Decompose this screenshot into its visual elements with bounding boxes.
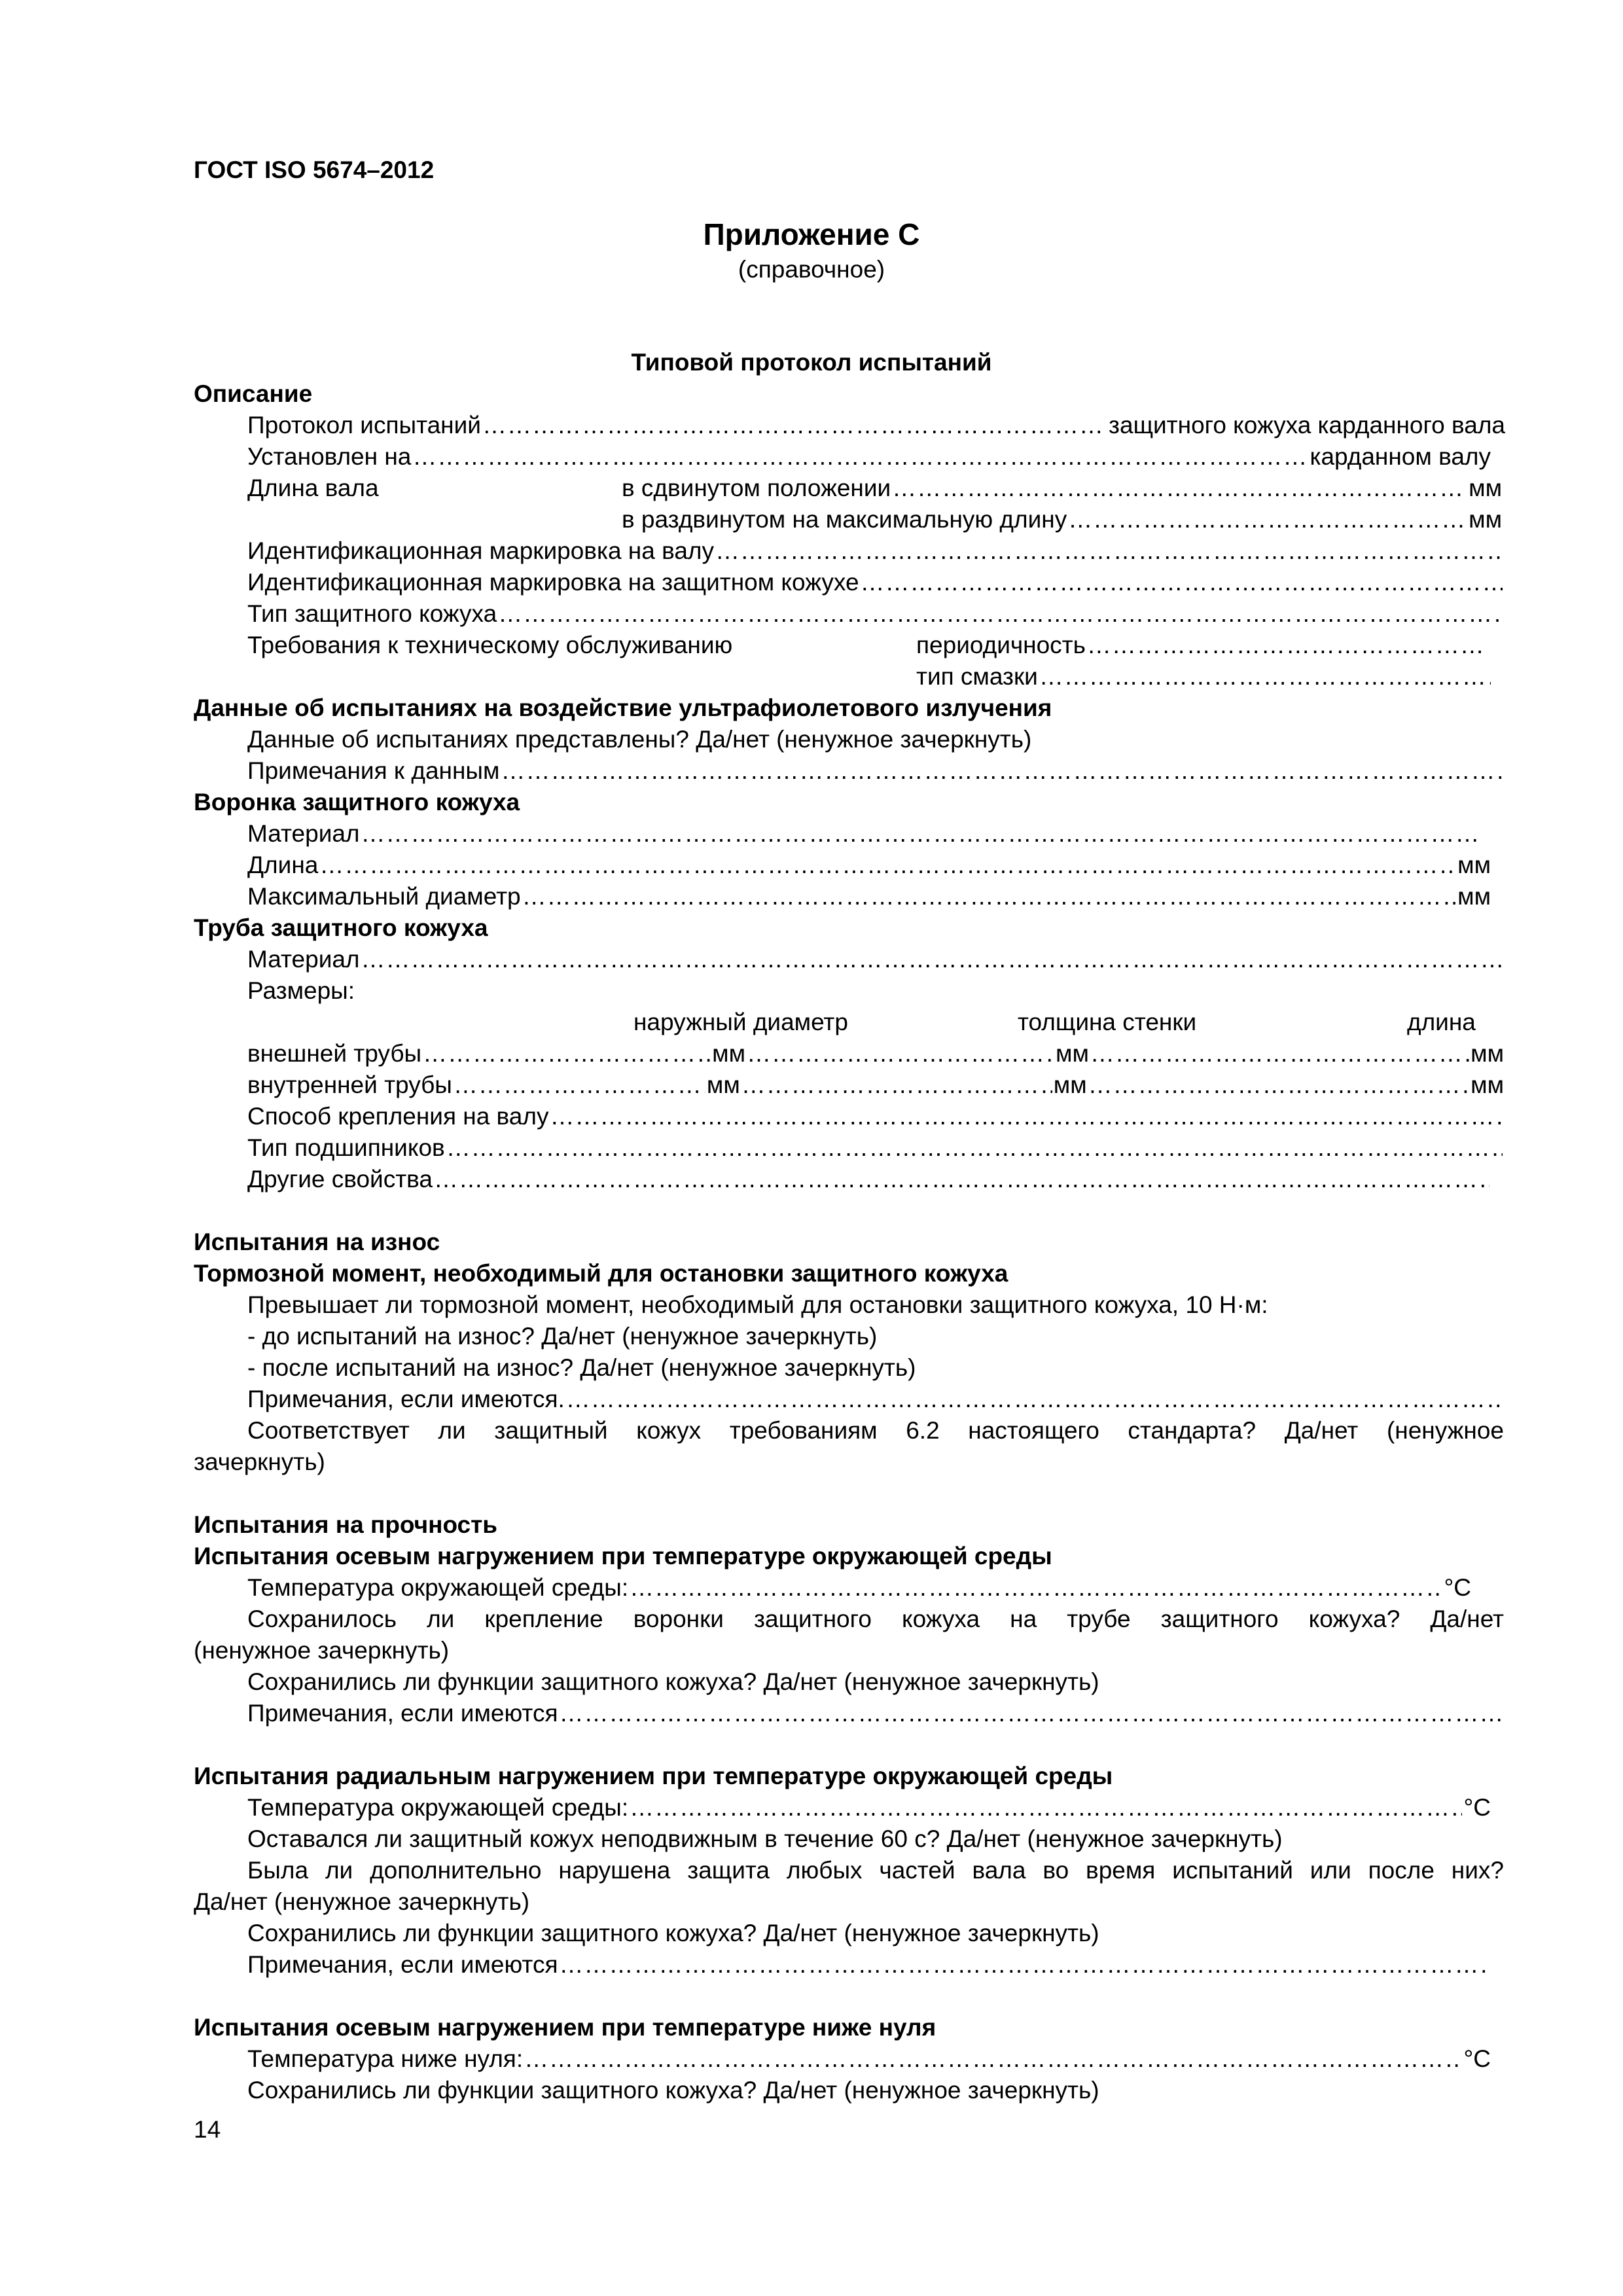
- axial-subzero-functions-q: Сохранились ли функции защитного кожуха? Да/нет (ненужное зачеркнуть): [247, 2077, 1099, 2104]
- fixing-blank[interactable]: [550, 1102, 1503, 1131]
- shaft-collapsed-unit: мм: [1469, 475, 1502, 501]
- shaft-extended-label: в раздвинутом на максимальную длину: [622, 506, 1067, 533]
- radial-ambient-temp-field: [247, 1793, 1491, 1822]
- shaft-extended-field: [622, 505, 1502, 534]
- cone-material-blank[interactable]: [361, 819, 1483, 848]
- protocol-blank[interactable]: [482, 411, 1107, 440]
- shaft-extended-unit: мм: [1469, 506, 1502, 533]
- outer-tube-diameter-unit: мм: [712, 1040, 745, 1067]
- axial-ambient-fixing-q1: Сохранилось ли крепление воронки защитного кожуха на трубе защитного кожуха? Да/нет: [247, 1605, 1504, 1632]
- shaft-collapsed-label: в сдвинутом положении: [622, 475, 891, 501]
- outer-tube-wall-blank[interactable]: [747, 1039, 1054, 1068]
- radial-ambient-temp-label: Температура окружающей среды:: [247, 1794, 629, 1821]
- periodicity-label: периодичность: [916, 632, 1086, 658]
- axial-subzero-temp-field: [247, 2045, 1491, 2073]
- cone-diameter-field: [247, 882, 1491, 911]
- outer-tube-diameter-blank[interactable]: [423, 1039, 711, 1068]
- annex-subtitle: (справочное): [738, 256, 885, 283]
- radial-ambient-notes-label: Примечания, если имеются: [247, 1951, 558, 1978]
- protocol-field: [247, 411, 1505, 440]
- guard-marking-blank[interactable]: [861, 568, 1503, 597]
- uv-notes-blank[interactable]: [501, 757, 1503, 785]
- inner-tube-row: [247, 1071, 1504, 1100]
- axial-subzero-temp-unit: °С: [1463, 2045, 1491, 2072]
- installed-suffix: карданном валу: [1310, 443, 1491, 470]
- col-outer-diameter: наружный диаметр: [633, 1009, 848, 1035]
- outer-tube-wall-unit: мм: [1056, 1040, 1089, 1067]
- wear-after: - после испытаний на износ? Да/нет (ненужное зачеркнуть): [247, 1354, 916, 1381]
- inner-tube-wall-blank[interactable]: [741, 1071, 1052, 1100]
- radial-ambient-temp-unit: °С: [1463, 1794, 1491, 1821]
- description-heading: Описание: [194, 380, 313, 407]
- radial-ambient-notes-blank[interactable]: [559, 1950, 1489, 1979]
- axial-ambient-functions-q: Сохранились ли функции защитного кожуха? Да/нет (ненужное зачеркнуть): [247, 1668, 1099, 1695]
- inner-tube-length-blank[interactable]: [1088, 1071, 1469, 1100]
- tube-dimensions-label: Размеры:: [247, 977, 355, 1004]
- axial-ambient-notes-field: [247, 1699, 1504, 1728]
- inner-tube-label: внутренней трубы: [247, 1071, 452, 1098]
- wear-compliance-line2: зачеркнуть): [194, 1448, 325, 1475]
- shaft-extended-blank[interactable]: [1068, 505, 1467, 534]
- uv-notes-label: Примечания к данным: [247, 757, 500, 784]
- guard-type-field: [247, 600, 1504, 628]
- tube-material-blank[interactable]: [361, 945, 1503, 974]
- lubricant-blank[interactable]: [1039, 662, 1491, 691]
- cone-heading: Воронка защитного кожуха: [194, 789, 520, 816]
- shaft-marking-field: [247, 537, 1504, 565]
- axial-ambient-fixing-q2: (ненужное зачеркнуть): [194, 1637, 450, 1664]
- other-props-field: [247, 1165, 1491, 1194]
- bearings-field: [247, 1134, 1504, 1162]
- outer-tube-length-blank[interactable]: [1090, 1039, 1469, 1068]
- radial-ambient-functions-q: Сохранились ли функции защитного кожуха? Да/нет (ненужное зачеркнуть): [247, 1920, 1099, 1946]
- shaft-marking-label: Идентификационная маркировка на валу: [247, 537, 715, 564]
- periodicity-field: [916, 631, 1486, 660]
- fixing-label: Способ крепления на валу: [247, 1103, 549, 1130]
- tube-material-label: Материал: [247, 946, 360, 973]
- radial-ambient-stationary-q: Оставался ли защитный кожух неподвижным в течение 60 с? Да/нет (ненужное зачеркнуть): [247, 1825, 1283, 1852]
- wear-notes-blank[interactable]: [566, 1385, 1503, 1414]
- guard-marking-label: Идентификационная маркировка на защитном кожухе: [247, 569, 859, 596]
- axial-ambient-heading: Испытания осевым нагружением при температуре окружающей среды: [194, 1543, 1052, 1570]
- bearings-label: Тип подшипников: [247, 1134, 445, 1161]
- tube-heading: Труба защитного кожуха: [194, 914, 488, 941]
- cone-material-field: [247, 819, 1484, 848]
- wear-compliance-line1: Соответствует ли защитный кожух требованиям 6.2 настоящего стандарта? Да/нет (ненужное: [247, 1417, 1504, 1444]
- wear-before: - до испытаний на износ? Да/нет (ненужное зачеркнуть): [247, 1323, 878, 1350]
- cone-length-label: Длина: [247, 852, 319, 878]
- inner-tube-diameter-blank[interactable]: [454, 1071, 705, 1100]
- axial-ambient-temp-label: Температура окружающей среды:: [247, 1574, 629, 1601]
- lubricant-field: [916, 662, 1492, 691]
- axial-ambient-temp-blank[interactable]: [630, 1573, 1442, 1602]
- axial-subzero-temp-label: Температура ниже нуля:: [247, 2045, 524, 2072]
- cone-length-blank[interactable]: [319, 851, 1456, 880]
- wear-question: Превышает ли тормозной момент, необходимый для остановки защитного кожуха, 10 Н·м:: [247, 1291, 1268, 1318]
- fixing-field: [247, 1102, 1504, 1131]
- axial-subzero-temp-blank[interactable]: [524, 2045, 1462, 2073]
- other-props-blank[interactable]: [434, 1165, 1489, 1194]
- axial-ambient-notes-blank[interactable]: [559, 1699, 1503, 1728]
- wear-notes-label: Примечания, если имеются.: [247, 1386, 565, 1412]
- uv-provided: Данные об испытаниях представлены? Да/нет (ненужное зачеркнуть): [247, 726, 1032, 753]
- radial-ambient-temp-blank[interactable]: [630, 1793, 1462, 1822]
- periodicity-blank[interactable]: [1087, 631, 1484, 660]
- radial-ambient-damage-q2: Да/нет (ненужное зачеркнуть): [194, 1888, 530, 1915]
- axial-ambient-notes-label: Примечания, если имеются: [247, 1700, 558, 1727]
- wear-subheading: Тормозной момент, необходимый для остановки защитного кожуха: [194, 1260, 1008, 1287]
- inner-tube-diameter-unit: мм: [706, 1071, 740, 1098]
- cone-length-field: [247, 851, 1491, 880]
- outer-tube-length-unit: мм: [1471, 1040, 1504, 1067]
- wear-notes-field: [247, 1385, 1504, 1414]
- wear-heading: Испытания на износ: [194, 1229, 440, 1255]
- axial-subzero-heading: Испытания осевым нагружением при температуре ниже нуля: [194, 2014, 936, 2041]
- protocol-title: Типовой протокол испытаний: [631, 349, 992, 376]
- guard-type-blank[interactable]: [498, 600, 1503, 628]
- outer-tube-row: [247, 1039, 1504, 1068]
- protocol-label: Протокол испытаний: [247, 412, 481, 439]
- installed-field: [247, 442, 1491, 471]
- radial-ambient-notes-field: [247, 1950, 1491, 1979]
- uv-notes-field: [247, 757, 1504, 785]
- strength-heading: Испытания на прочность: [194, 1511, 497, 1538]
- shaft-length-label: Длина вала: [247, 475, 379, 501]
- cone-diameter-blank[interactable]: [522, 882, 1457, 911]
- inner-tube-length-unit: мм: [1471, 1071, 1504, 1098]
- other-props-label: Другие свойства: [247, 1166, 433, 1193]
- installed-label: Установлен на: [247, 443, 412, 470]
- shaft-marking-blank[interactable]: [715, 537, 1503, 565]
- bearings-blank[interactable]: [446, 1134, 1503, 1162]
- installed-blank[interactable]: [412, 442, 1308, 471]
- cone-diameter-unit: мм: [1457, 883, 1491, 910]
- outer-tube-label: внешней трубы: [247, 1040, 422, 1067]
- radial-ambient-damage-q1: Была ли дополнительно нарушена защита любых частей вала во время испытаний или после них?: [247, 1857, 1504, 1884]
- uv-heading: Данные об испытаниях на воздействие ультрафиолетового излучения: [194, 694, 1052, 721]
- radial-ambient-heading: Испытания радиальным нагружением при температуре окружающей среды: [194, 1763, 1113, 1789]
- col-length: длина: [1407, 1009, 1476, 1035]
- maintenance-label: Требования к техническому обслуживанию: [247, 632, 733, 658]
- page-number: 14: [194, 2116, 221, 2143]
- guard-type-label: Тип защитного кожуха: [247, 600, 497, 627]
- protocol-suffix: защитного кожуха карданного вала: [1109, 412, 1505, 439]
- cone-length-unit: мм: [1457, 852, 1491, 878]
- document-standard-id: ГОСТ ISO 5674–2012: [194, 156, 435, 183]
- col-wall-thickness: толщина стенки: [1018, 1009, 1197, 1035]
- tube-material-field: [247, 945, 1504, 974]
- guard-marking-field: [247, 568, 1504, 597]
- shaft-collapsed-field: [622, 474, 1502, 503]
- cone-material-label: Материал: [247, 820, 360, 847]
- shaft-collapsed-blank[interactable]: [892, 474, 1467, 503]
- inner-tube-wall-unit: мм: [1053, 1071, 1087, 1098]
- lubricant-label: тип смазки: [916, 663, 1038, 690]
- axial-ambient-temp-unit: °С: [1444, 1574, 1471, 1601]
- axial-ambient-temp-field: [247, 1573, 1471, 1602]
- annex-title: Приложение С: [703, 217, 920, 251]
- cone-diameter-label: Максимальный диаметр: [247, 883, 521, 910]
